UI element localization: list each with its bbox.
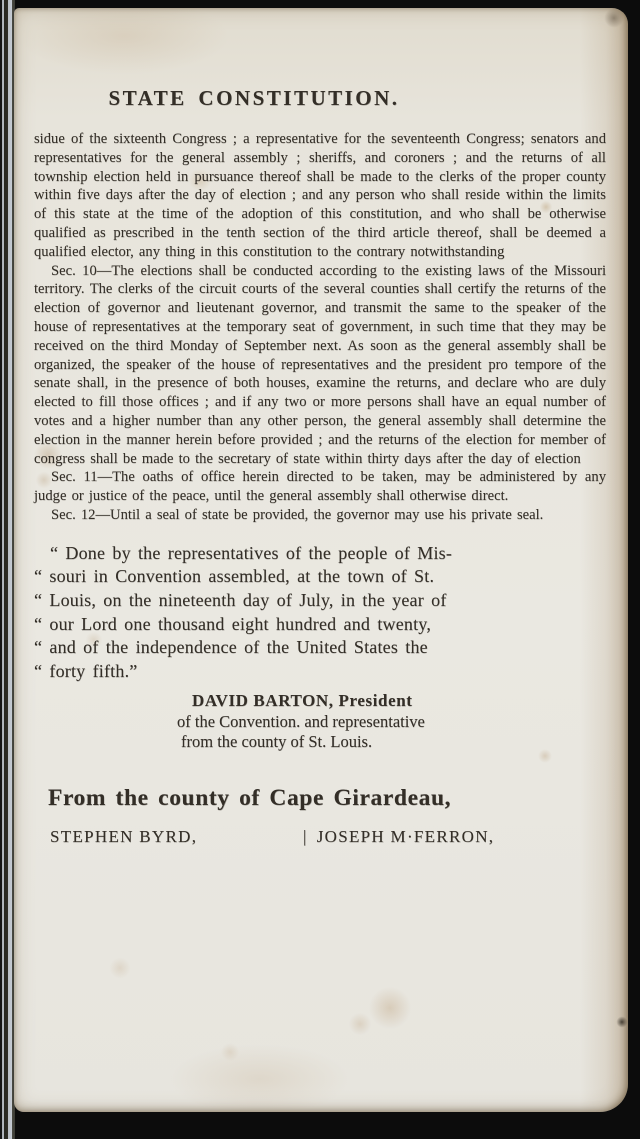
county-heading: From the county of Cape Girardeau, (48, 784, 452, 811)
book-binding-edge (0, 0, 15, 1139)
quote-line: “ and of the independence of the United States the (34, 637, 428, 658)
body-paragraph-sec11: Sec. 11—The oaths of office herein directed to be taken, may be administered by any judge or justice of the peace, until the general assembly shall otherwise direct. (34, 469, 606, 505)
body-paragraph-continuation: sidue of the sixteenth Congress ; a representative for the seventeenth Congress; senators and representatives for the general assembly ; sheriffs, and coroners ; and the returns of all township election held in pursuance thereof shall be made to the clerks of the proper county within five days after the day of election ; and any person who shall reside within the limits of this state at the time of the adoption of this constitution, and who shall be otherwise qualified as prescribed in the tenth section of the third article thereof, shall be deemed a qualified elector, any thing in this constitution to the contrary notwithstanding (34, 131, 606, 260)
paper-page (14, 8, 628, 1112)
signature-block (34, 691, 606, 753)
quote-block (34, 542, 606, 684)
quote-line: “ souri in Convention assembled, at the town of St. (34, 566, 435, 587)
column-divider: | (303, 826, 308, 846)
delegates-row (50, 827, 606, 847)
body-paragraph-sec10: Sec. 10—The elections shall be conducted according to the existing laws of the Missouri territory. The clerks of the circuit courts of the several counties shall certify the returns of the election of governor and lieutenant governor, and transmit the same to the speaker of the house of representatives at the temporary seat of government, in such time that they may be received on the third Monday of September next. As soon as the general assembly shall be organized, the speaker of the house of representatives and the president pro tempore of the senate shall, in the presence of both houses, examine the returns, and declare who are duly elected to fill those offices ; and if any two or more persons shall have an equal number of votes and a higher number than any other person, the general assembly shall determine the election in the manner herein before provided ; and the returns of the election for member of congress shall be made to the secretary of state within thirty days after the day of election (34, 262, 606, 467)
quote-line: “ our Lord one thousand eight hundred and twenty, (34, 613, 432, 634)
signature-name-line: DAVID BARTON, President (192, 691, 413, 711)
page-content (14, 86, 628, 847)
delegate-name-right: JOSEPH M·FERRON, (316, 826, 495, 846)
quote-line: “ forty fifth.” (34, 660, 138, 681)
signature-county-line: from the county of St. Louis. (181, 732, 373, 752)
signature-role-line: of the Convention. and representative (177, 711, 425, 731)
delegate-name-left: STEPHEN BYRD, (50, 826, 198, 846)
page-title: STATE CONSTITUTION. (108, 86, 400, 110)
quote-line: “ Louis, on the nineteenth day of July, in the year of (34, 589, 447, 610)
body-paragraph-sec12: Sec. 12—Until a seal of state be provided, the governor may use his private seal. (51, 506, 544, 523)
quote-line: “ Done by the representatives of the people of Mis- (50, 542, 453, 563)
